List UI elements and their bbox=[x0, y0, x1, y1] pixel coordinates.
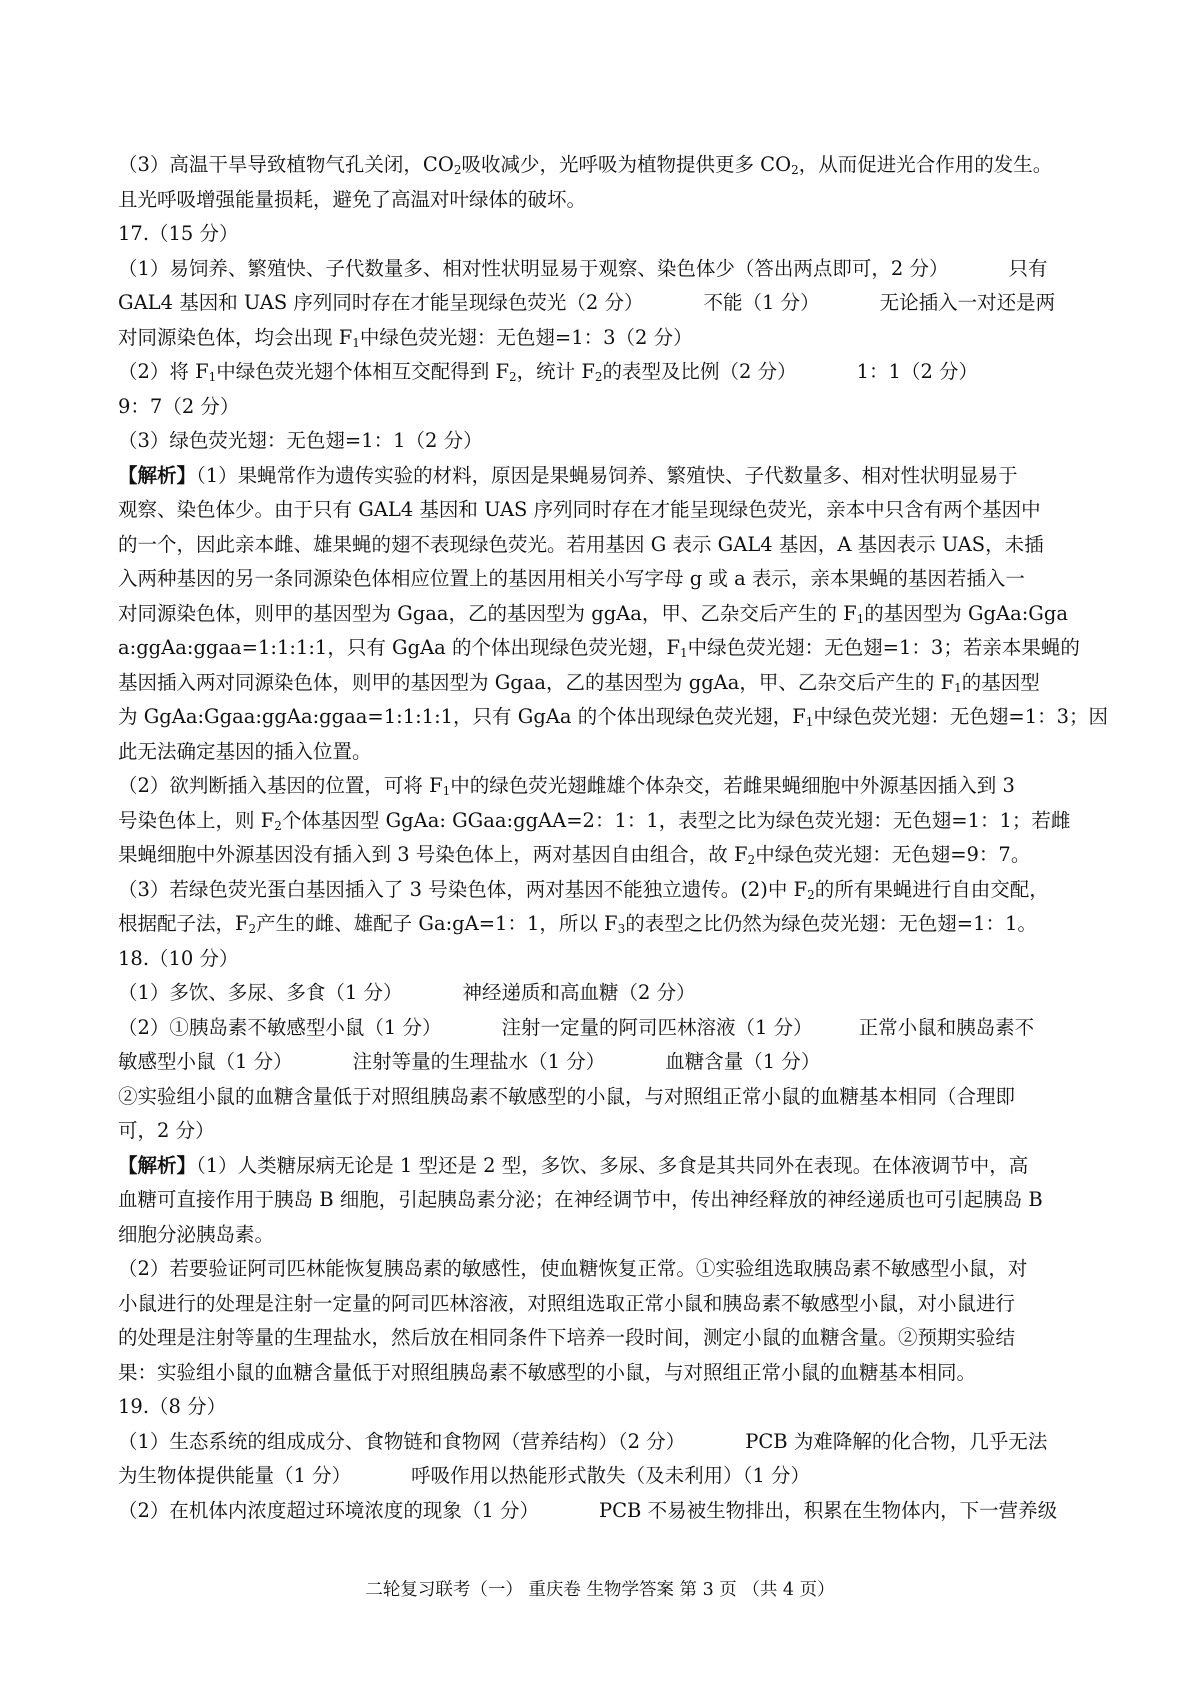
text-line: （2）①胰岛素不敏感型小鼠（1 分） 注射一定量的阿司匹林溶液（1 分） 正常小鼠和胰岛素不 bbox=[118, 1015, 1035, 1039]
text-line: （3）若绿色荧光蛋白基因插入了 3 号染色体，两对基因不能独立遗传。(2)中 $F_2$的所有果蝇进行自由交配， bbox=[118, 877, 1049, 902]
text-line: 果蝇细胞中外源基因没有插入到 3 号染色体上，两对基因自由组合，故 $F_2$中绿色荧光翅：无色翅=9：7。 bbox=[118, 843, 1031, 867]
text-line: （3）绿色荧光翅：无色翅=1：1（2 分） bbox=[118, 429, 483, 452]
text-line: （2）将 $F_1$中绿色荧光翅个体相互交配得到 $F_2$，统计 $F_2$的表型及比例（2 分） 1：1（2 分） bbox=[118, 360, 979, 384]
text-line: 且光呼吸增强能量损耗，避免了高温对叶绿体的破坏。 bbox=[118, 187, 587, 211]
answer-content bbox=[118, 148, 1108, 1528]
text-line: GAL4 基因和 UAS 序列同时存在才能呈现绿色荧光（2 分） 不能（1 分） 无论插入一对还是两 bbox=[118, 291, 1056, 314]
text-line: 9：7（2 分） bbox=[118, 394, 240, 418]
question-heading: 17.（15 分） bbox=[118, 222, 239, 245]
text-line: 入两种基因的另一条同源染色体相应位置上的基因用相关小写字母 g 或 a 表示，亲本果蝇的基因若插入一 bbox=[118, 567, 1025, 590]
text-line: （1）生态系统的组成成分、食物链和食物网（营养结构）（2 分） PCB 为难降解的化合物，几乎无法 bbox=[118, 1429, 1048, 1453]
analysis-label: 【解析】 bbox=[118, 463, 197, 487]
question-heading: 18.（10 分） bbox=[118, 946, 239, 970]
text-line: （3）高温干旱导致植物气孔关闭，$CO_2$吸收减少，光呼吸为植物提供更多 $CO_2$，从而促进光合作用的发生。 bbox=[118, 153, 1053, 177]
text-line: （1）多饮、多尿、多食（1 分） 神经递质和高血糖（2 分） bbox=[118, 981, 696, 1004]
text-line: 此无法确定基因的插入位置。 bbox=[118, 739, 372, 763]
text-line: a:ggAa:ggaa=1:1:1:1，只有 GgAa 的个体出现绿色荧光翅，$F_1$中绿色荧光翅：无色翅=1：3；若亲本果蝇的 bbox=[118, 636, 1080, 660]
page-footer: 二轮复习联考（一） 重庆卷 生物学答案 第 3 页 （共 4 页） bbox=[365, 1580, 835, 1600]
text-line: （2）在机体内浓度超过环境浓度的现象（1 分） PCB 不易被生物排出，积累在生物体内，下一营养级 bbox=[118, 1498, 1058, 1522]
text-line: 血糖可直接作用于胰岛 B 细胞，引起胰岛素分泌；在神经调节中，传出神经释放的神经递质也可引起胰岛 B bbox=[118, 1188, 1043, 1211]
text-line: 对同源染色体，均会出现 $F_1$中绿色荧光翅：无色翅=1：3（2 分） bbox=[118, 325, 693, 350]
analysis-line: 【解析】（1）人类糖尿病无论是 1 型还是 2 型，多饮、多尿、多食是其共同外在表现。在体液调节中，高 bbox=[118, 1153, 1029, 1177]
text-line: 为 GgAa:Ggaa:ggAa:ggaa=1:1:1:1，只有 GgAa 的个体出现绿色荧光翅，$F_1$中绿色荧光翅：无色翅=1：3；因 bbox=[118, 705, 1109, 729]
text-line: 小鼠进行的处理是注射一定量的阿司匹林溶液，对照组选取正常小鼠和胰岛素不敏感型小鼠，对小鼠进行 bbox=[118, 1291, 1016, 1315]
text-line: 基因插入两对同源染色体，则甲的基因型为 Ggaa，乙的基因型为 ggAa，甲、乙杂交后产生的 $F_1$的基因型 bbox=[118, 670, 1040, 695]
text-line: 对同源染色体，则甲的基因型为 Ggaa，乙的基因型为 ggAa，甲、乙杂交后产生的 $F_1$的基因型为 GgAa:Gga bbox=[118, 601, 1068, 626]
question-heading: 19.（8 分） bbox=[118, 1395, 227, 1418]
text-line: 号染色体上，则 $F_2$个体基因型 GgAa: GGaa:ggAA=2：1：1，表型之比为绿色荧光翅：无色翅=1：1；若雌 bbox=[118, 808, 1071, 833]
analysis-label: 【解析】 bbox=[118, 1153, 197, 1177]
text-line: 为生物体提供能量（1 分） 呼吸作用以热能形式散失（及未利用）（1 分） bbox=[118, 1464, 810, 1487]
text-line: （1）易饲养、繁殖快、子代数量多、相对性状明显易于观察、染色体少（答出两点即可，2 分） 只有 bbox=[118, 256, 1048, 280]
text-line: 果：实验组小鼠的血糖含量低于对照组胰岛素不敏感型的小鼠，与对照组正常小鼠的血糖基本相同。 bbox=[118, 1360, 977, 1384]
text-line: ②实验组小鼠的血糖含量低于对照组胰岛素不敏感型的小鼠，与对照组正常小鼠的血糖基本相同（合理即 bbox=[118, 1084, 1016, 1108]
text-line: （2）欲判断插入基因的位置，可将 $F_1$中的绿色荧光翅雌雄个体杂交，若雌果蝇细胞中外源基因插入到 3 bbox=[118, 774, 1015, 798]
text-line: （2）若要验证阿司匹林能恢复胰岛素的敏感性，使血糖恢复正常。①实验组选取胰岛素不敏感型小鼠，对 bbox=[118, 1257, 1028, 1280]
text-line: 可，2 分） bbox=[118, 1119, 215, 1142]
text-line: 观察、染色体少。由于只有 GAL4 基因和 UAS 序列同时存在才能呈现绿色荧光，亲本中只含有两个基因中 bbox=[118, 498, 1041, 521]
analysis-line: 【解析】（1）果蝇常作为遗传实验的材料，原因是果蝇易饲养、繁殖快、子代数量多、相对性状明显易于 bbox=[118, 463, 1018, 487]
text-line: 敏感型小鼠（1 分） 注射等量的生理盐水（1 分） 血糖含量（1 分） bbox=[118, 1050, 821, 1073]
text-line: 的一个，因此亲本雌、雄果蝇的翅不表现绿色荧光。若用基因 G 表示 GAL4 基因，A 基因表示 UAS，未插 bbox=[118, 532, 1044, 556]
text-line: 根据配子法，$F_2$产生的雌、雄配子 Ga:gA=1：1，所以 $F_3$的表型之比仍然为绿色荧光翅：无色翅=1：1。 bbox=[118, 912, 1037, 936]
text-line: 的处理是注射等量的生理盐水，然后放在相同条件下培养一段时间，测定小鼠的血糖含量。②预期实验结 bbox=[118, 1326, 1016, 1349]
text-line: 细胞分泌胰岛素。 bbox=[118, 1222, 275, 1246]
